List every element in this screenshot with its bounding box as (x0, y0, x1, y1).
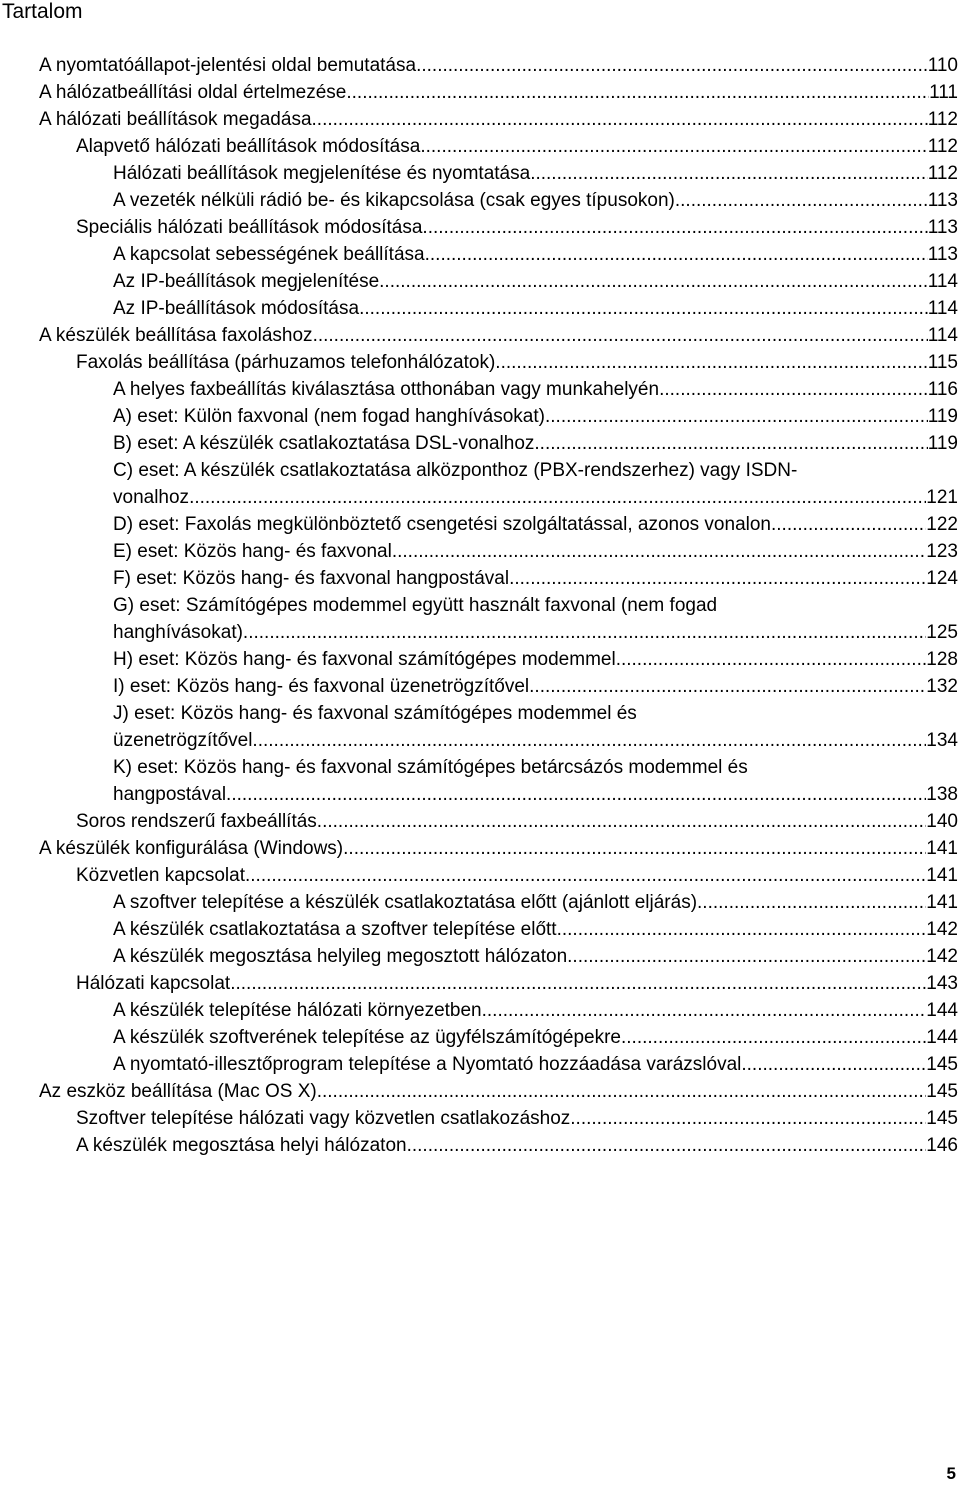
toc-entry[interactable] (0, 295, 960, 322)
toc-entry-text: B) eset: A készülék csatlakoztatása DSL-vonalhoz (113, 433, 535, 454)
toc-dot-leader (545, 403, 928, 430)
toc-dot-leader (495, 349, 927, 376)
toc-entry[interactable] (0, 565, 960, 592)
toc-page-number: 141 (926, 892, 958, 913)
toc-page-number: 145 (926, 1081, 958, 1102)
toc-page-number: 142 (926, 919, 958, 940)
toc-entry-text: H) eset: Közös hang- és faxvonal számítógépes modemmel (113, 649, 616, 670)
toc-entry-text: A hálózatbeállítási oldal értelmezése (39, 82, 347, 103)
toc-page-number: 132 (926, 676, 958, 697)
toc-entry-text: F) eset: Közös hang- és faxvonal hangpostával (113, 568, 510, 589)
toc-entry[interactable] (0, 187, 960, 214)
toc-entry[interactable] (0, 997, 960, 1024)
toc-page-number: 119 (927, 406, 958, 427)
toc-page-number: 124 (926, 568, 958, 589)
toc-page-number: 113 (927, 190, 958, 211)
toc-entry-text: Az IP-beállítások megjelenítése (113, 271, 380, 292)
toc-dot-leader (530, 160, 928, 187)
toc-entry[interactable] (0, 133, 960, 160)
toc-entry[interactable] (0, 754, 960, 808)
toc-entry[interactable] (0, 241, 960, 268)
toc-page-number: 112 (927, 109, 958, 130)
toc-entry[interactable] (0, 52, 960, 79)
toc-page-number: 113 (927, 217, 958, 238)
toc-entry-text-continued: hangpostával (113, 784, 227, 805)
toc-dot-leader (343, 835, 926, 862)
toc-page-number: 112 (927, 136, 958, 157)
toc-entry[interactable] (0, 538, 960, 565)
toc-page-number: 114 (927, 271, 958, 292)
toc-entry[interactable] (0, 673, 960, 700)
toc-entry[interactable] (0, 376, 960, 403)
toc-entry[interactable] (0, 160, 960, 187)
toc-entry-text: A) eset: Külön faxvonal (nem fogad hanghívásokat) (113, 406, 545, 427)
toc-dot-leader (379, 268, 928, 295)
toc-dot-leader (675, 187, 928, 214)
toc-dot-leader (317, 1078, 927, 1105)
toc-entry[interactable] (0, 268, 960, 295)
toc-page-number: 115 (927, 352, 958, 373)
toc-entry[interactable] (0, 1132, 960, 1159)
toc-dot-leader (312, 106, 928, 133)
toc-page-number: 111 (929, 82, 958, 103)
toc-entry[interactable] (0, 889, 960, 916)
toc-page-number: 112 (927, 163, 958, 184)
toc-page-number: 138 (926, 784, 958, 805)
toc-entry-text: A készülék telepítése hálózati környezetben (113, 1000, 482, 1021)
toc-page-number: 114 (927, 298, 958, 319)
toc-entry-text: A készülék beállítása faxoláshoz (39, 325, 313, 346)
toc-entry-text: Soros rendszerű faxbeállítás (76, 811, 317, 832)
toc-entry[interactable] (0, 1024, 960, 1051)
toc-entry-text: A készülék megosztása helyileg megosztott hálózaton (113, 946, 568, 967)
toc-entry[interactable] (0, 430, 960, 457)
toc-entry[interactable] (0, 214, 960, 241)
toc-page-number: 119 (927, 433, 958, 454)
toc-entry[interactable] (0, 457, 960, 511)
toc-entry-text: A kapcsolat sebességének beállítása (113, 244, 425, 265)
toc-dot-leader (226, 781, 926, 808)
toc-entry-text: G) eset: Számítógépes modemmel együtt használt faxvonal (nem fogad (113, 595, 718, 616)
toc-page-number: 140 (926, 811, 958, 832)
toc-dot-leader (482, 997, 927, 1024)
toc-dot-leader (557, 916, 927, 943)
toc-entry-text: K) eset: Közös hang- és faxvonal számítógépes betárcsázós modemmel és (113, 757, 748, 778)
toc-entry-text: A szoftver telepítése a készülék csatlakoztatása előtt (ajánlott eljárás) (113, 892, 698, 913)
toc-dot-leader (534, 430, 927, 457)
toc-entry-text: A készülék konfigurálása (Windows) (39, 838, 344, 859)
toc-entry-text: A hálózati beállítások megadása (39, 109, 312, 130)
toc-dot-leader (420, 133, 927, 160)
toc-entry[interactable] (0, 1051, 960, 1078)
toc-entry[interactable] (0, 1078, 960, 1105)
toc-page-number: 113 (927, 244, 958, 265)
toc-dot-leader (317, 808, 927, 835)
toc-entry[interactable] (0, 646, 960, 673)
toc-entry[interactable] (0, 106, 960, 133)
toc-entry-text: A helyes faxbeállítás kiválasztása otthonában vagy munkahelyén (113, 379, 660, 400)
toc-page-number: 145 (926, 1054, 958, 1075)
toc-entry-text: Közvetlen kapcsolat (76, 865, 245, 886)
toc-dot-leader (230, 970, 926, 997)
toc-entry-text: E) eset: Közös hang- és faxvonal (113, 541, 392, 562)
toc-entry-text: Az eszköz beállítása (Mac OS X) (39, 1081, 317, 1102)
toc-page-number: 144 (926, 1000, 958, 1021)
toc-page-number: 128 (926, 649, 958, 670)
toc-entry-text: Hálózati kapcsolat (76, 973, 231, 994)
toc-dot-leader (509, 565, 926, 592)
table-of-contents (0, 52, 960, 1159)
toc-dot-leader (189, 484, 926, 511)
toc-entry[interactable] (0, 916, 960, 943)
toc-entry-text: A készülék csatlakoztatása a szoftver telepítése előtt (113, 919, 557, 940)
toc-page-number: 121 (926, 487, 958, 508)
toc-entry[interactable] (0, 700, 960, 754)
toc-entry-text: A készülék szoftverének telepítése az ügyfélszámítógépekre (113, 1027, 621, 1048)
toc-dot-leader (245, 862, 926, 889)
toc-entry[interactable] (0, 943, 960, 970)
toc-page-number: 141 (926, 865, 958, 886)
toc-dot-leader (416, 52, 928, 79)
toc-dot-leader (741, 1051, 926, 1078)
toc-entry-text: D) eset: Faxolás megkülönböztető csengetési szolgáltatással, azonos vonalon (113, 514, 771, 535)
page-title: Tartalom (2, 0, 83, 23)
toc-page-number: 144 (926, 1027, 958, 1048)
toc-page-number: 122 (926, 514, 958, 535)
toc-dot-leader (422, 214, 927, 241)
toc-entry-text: Alapvető hálózati beállítások módosítása (76, 136, 421, 157)
toc-dot-leader (392, 538, 926, 565)
toc-entry-text: A készülék megosztása helyi hálózaton (76, 1135, 407, 1156)
toc-dot-leader (529, 673, 926, 700)
toc-dot-leader (252, 727, 926, 754)
toc-entry-text: Szoftver telepítése hálózati vagy közvetlen csatlakozáshoz (76, 1108, 571, 1129)
toc-page-number: 114 (927, 325, 958, 346)
toc-dot-leader (346, 79, 929, 106)
toc-entry-text: C) eset: A készülék csatlakoztatása alközponthoz (PBX-rendszerhez) vagy ISDN- (113, 460, 798, 481)
page-number: 5 (946, 1464, 956, 1483)
toc-entry[interactable] (0, 808, 960, 835)
toc-dot-leader (407, 1132, 927, 1159)
toc-entry-text: A vezeték nélküli rádió be- és kikapcsolása (csak egyes típusokon) (113, 190, 675, 211)
toc-entry-text: Faxolás beállítása (párhuzamos telefonhálózatok) (76, 352, 496, 373)
toc-entry[interactable] (0, 1105, 960, 1132)
toc-entry-text-continued: üzenetrögzítővel (113, 730, 253, 751)
toc-page-number: 125 (926, 622, 958, 643)
toc-entry-text: Speciális hálózati beállítások módosítása (76, 217, 423, 238)
toc-entry[interactable] (0, 322, 960, 349)
toc-dot-leader (570, 1105, 926, 1132)
toc-entry-text: A nyomtató-illesztőprogram telepítése a Nyomtató hozzáadása varázslóval (113, 1054, 742, 1075)
toc-dot-leader (771, 511, 926, 538)
toc-page-number: 146 (926, 1135, 958, 1156)
toc-entry-text: Az IP-beállítások módosítása (113, 298, 360, 319)
toc-entry[interactable] (0, 349, 960, 376)
toc-dot-leader (621, 1024, 926, 1051)
toc-entry[interactable] (0, 592, 960, 646)
toc-page-number: 143 (926, 973, 958, 994)
toc-dot-leader (697, 889, 926, 916)
toc-page-number: 145 (926, 1108, 958, 1129)
toc-dot-leader (616, 646, 927, 673)
toc-entry[interactable] (0, 511, 960, 538)
toc-entry-text: A nyomtatóállapot-jelentési oldal bemutatása (39, 55, 417, 76)
toc-entry[interactable] (0, 79, 960, 106)
toc-page-number: 123 (926, 541, 958, 562)
toc-page-number: 142 (926, 946, 958, 967)
toc-dot-leader (359, 295, 928, 322)
toc-entry-text-continued: hanghívásokat) (113, 622, 243, 643)
toc-dot-leader (243, 619, 926, 646)
toc-entry-text: I) eset: Közös hang- és faxvonal üzenetrögzítővel (113, 676, 530, 697)
toc-dot-leader (425, 241, 928, 268)
toc-entry[interactable] (0, 970, 960, 997)
toc-entry-text-continued: vonalhoz (113, 487, 190, 508)
toc-entry-text: J) eset: Közös hang- és faxvonal számítógépes modemmel és (113, 703, 637, 724)
toc-entry[interactable] (0, 403, 960, 430)
toc-page-number: 110 (927, 55, 958, 76)
toc-dot-leader (659, 376, 928, 403)
toc-entry-text: Hálózati beállítások megjelenítése és nyomtatása (113, 163, 531, 184)
toc-page-number: 141 (926, 838, 958, 859)
toc-dot-leader (313, 322, 928, 349)
toc-page-number: 134 (926, 730, 958, 751)
toc-page-number: 116 (927, 379, 958, 400)
toc-dot-leader (567, 943, 926, 970)
toc-entry[interactable] (0, 835, 960, 862)
toc-entry[interactable] (0, 862, 960, 889)
